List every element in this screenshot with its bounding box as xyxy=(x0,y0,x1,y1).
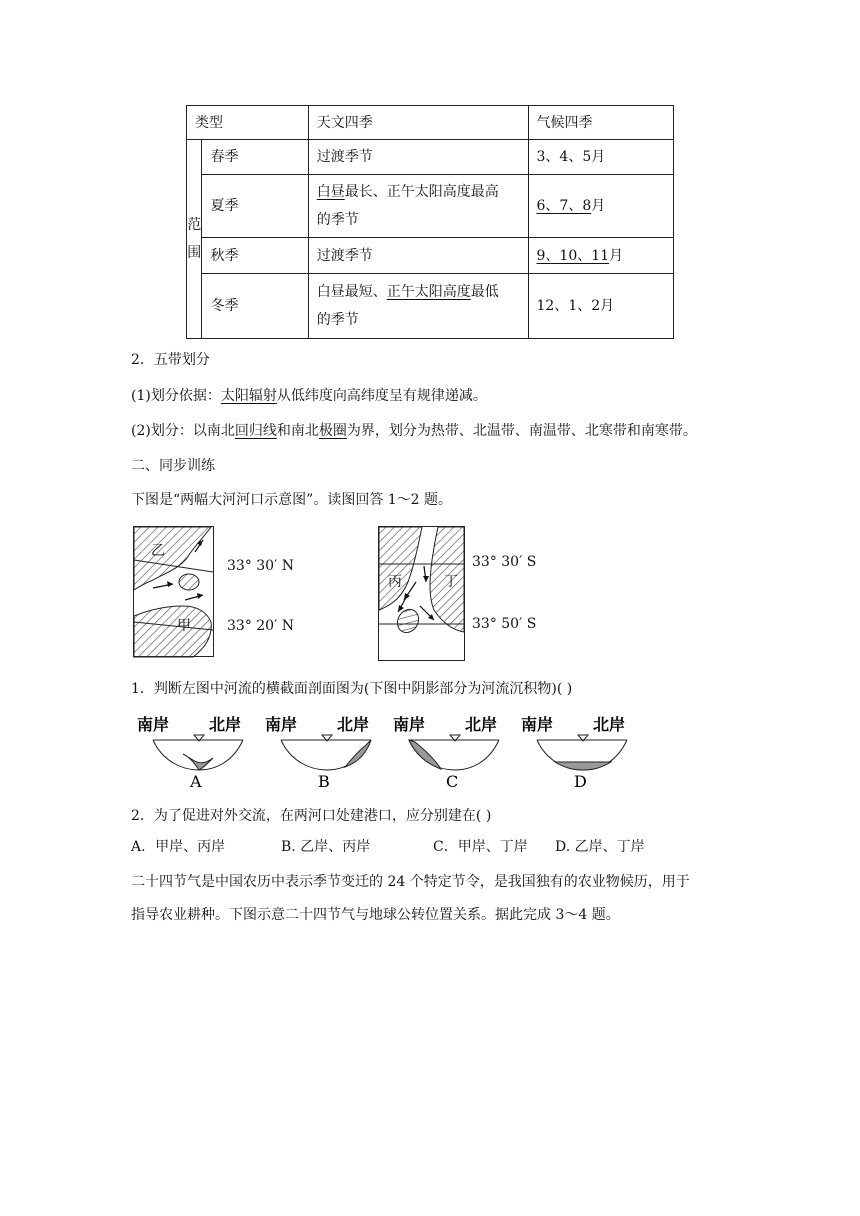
south-bank-label: 南岸 xyxy=(137,715,170,734)
option-letter: D xyxy=(574,772,587,791)
season-name: 春季 xyxy=(202,140,308,175)
cross-section-b xyxy=(265,715,371,791)
astro-desc: 过渡季节 xyxy=(308,140,528,175)
header-astronomical: 天文四季 xyxy=(308,106,528,140)
astro-desc: 白昼最短、正午太阳高度最低 的季节 xyxy=(308,274,528,339)
cross-section-c xyxy=(393,715,499,791)
climate-months: 6、7、8月 xyxy=(528,175,674,238)
label-jia: 甲 xyxy=(177,618,191,634)
table-row xyxy=(187,238,674,274)
astro-desc: 过渡季节 xyxy=(308,238,528,274)
option-a: A．甲岸、丙岸 xyxy=(131,839,226,855)
season-name: 夏季 xyxy=(202,175,308,238)
right-estuary-map xyxy=(378,526,548,662)
division-method: (2)划分：以南北回归线和南北极圈为界，划分为热带、北温带、南温带、北寒带和南寒带。 xyxy=(131,423,697,439)
lat-label-top: 33° 30′ N xyxy=(227,558,294,574)
north-bank-label: 北岸 xyxy=(337,715,370,734)
table-row xyxy=(187,274,674,339)
lat-label-bottom: 33° 50′ S xyxy=(472,616,537,632)
south-bank-label: 南岸 xyxy=(393,715,426,734)
cross-section-d xyxy=(521,715,627,791)
climate-months: 3、4、5月 xyxy=(528,140,674,175)
label-bing: 丙 xyxy=(388,574,402,590)
table-row xyxy=(187,140,674,175)
seasons-table xyxy=(186,105,674,339)
division-basis: (1)划分依据：太阳辐射从低纬度向高纬度呈有规律递减。 xyxy=(131,388,487,404)
left-estuary-map xyxy=(133,526,323,658)
table-header-row xyxy=(187,106,674,140)
section-title: 2．五带划分 xyxy=(131,352,210,368)
label-yi: 乙 xyxy=(151,543,165,559)
header-type: 类型 xyxy=(187,106,309,140)
option-b: B. 乙岸、丙岸 xyxy=(281,839,371,855)
option-letter: B xyxy=(318,772,330,791)
paragraph-line-1: 二十四节气是中国农历中表示季节变迁的 24 个特定节令，是我国独有的农业物候历，用于 xyxy=(131,874,690,890)
astro-desc: 白昼最长、正午太阳高度最高 的季节 xyxy=(308,175,528,238)
climate-months: 12、1、2月 xyxy=(528,274,674,339)
header-climate: 气候四季 xyxy=(528,106,674,140)
question-2: 2．为了促进对外交流，在两河口处建港口，应分别建在( ) xyxy=(131,808,492,824)
season-name: 秋季 xyxy=(202,238,308,274)
option-letter: A xyxy=(190,772,202,791)
cross-sections xyxy=(133,712,633,792)
option-c: C．甲岸、丁岸 xyxy=(433,839,528,855)
climate-months: 9、10、11月 xyxy=(528,238,674,274)
practice-heading: 二、同步训练 xyxy=(131,458,215,474)
season-name: 冬季 xyxy=(202,274,308,339)
option-letter: C xyxy=(446,772,459,791)
practice-intro: 下图是“两幅大河河口示意图”。读图回答 1～2 题。 xyxy=(131,492,453,508)
north-bank-label: 北岸 xyxy=(593,715,626,734)
table-row xyxy=(187,175,674,238)
label-ding: 丁 xyxy=(444,574,458,590)
cross-section-a xyxy=(137,715,243,791)
range-label: 范 围 xyxy=(187,140,202,339)
option-d: D. 乙岸、丁岸 xyxy=(555,839,645,855)
paragraph-line-2: 指导农业耕种。下图示意二十四节气与地球公转位置关系。据此完成 3～4 题。 xyxy=(131,907,620,923)
south-bank-label: 南岸 xyxy=(265,715,298,734)
lat-label-top: 33° 30′ S xyxy=(472,554,537,570)
question-1: 1．判断左图中河流的横截面剖面图为(下图中阴影部分为河流沉积物)( ) xyxy=(131,681,573,697)
north-bank-label: 北岸 xyxy=(209,715,242,734)
lat-label-bottom: 33° 20′ N xyxy=(227,618,294,634)
north-bank-label: 北岸 xyxy=(465,715,498,734)
south-bank-label: 南岸 xyxy=(521,715,554,734)
